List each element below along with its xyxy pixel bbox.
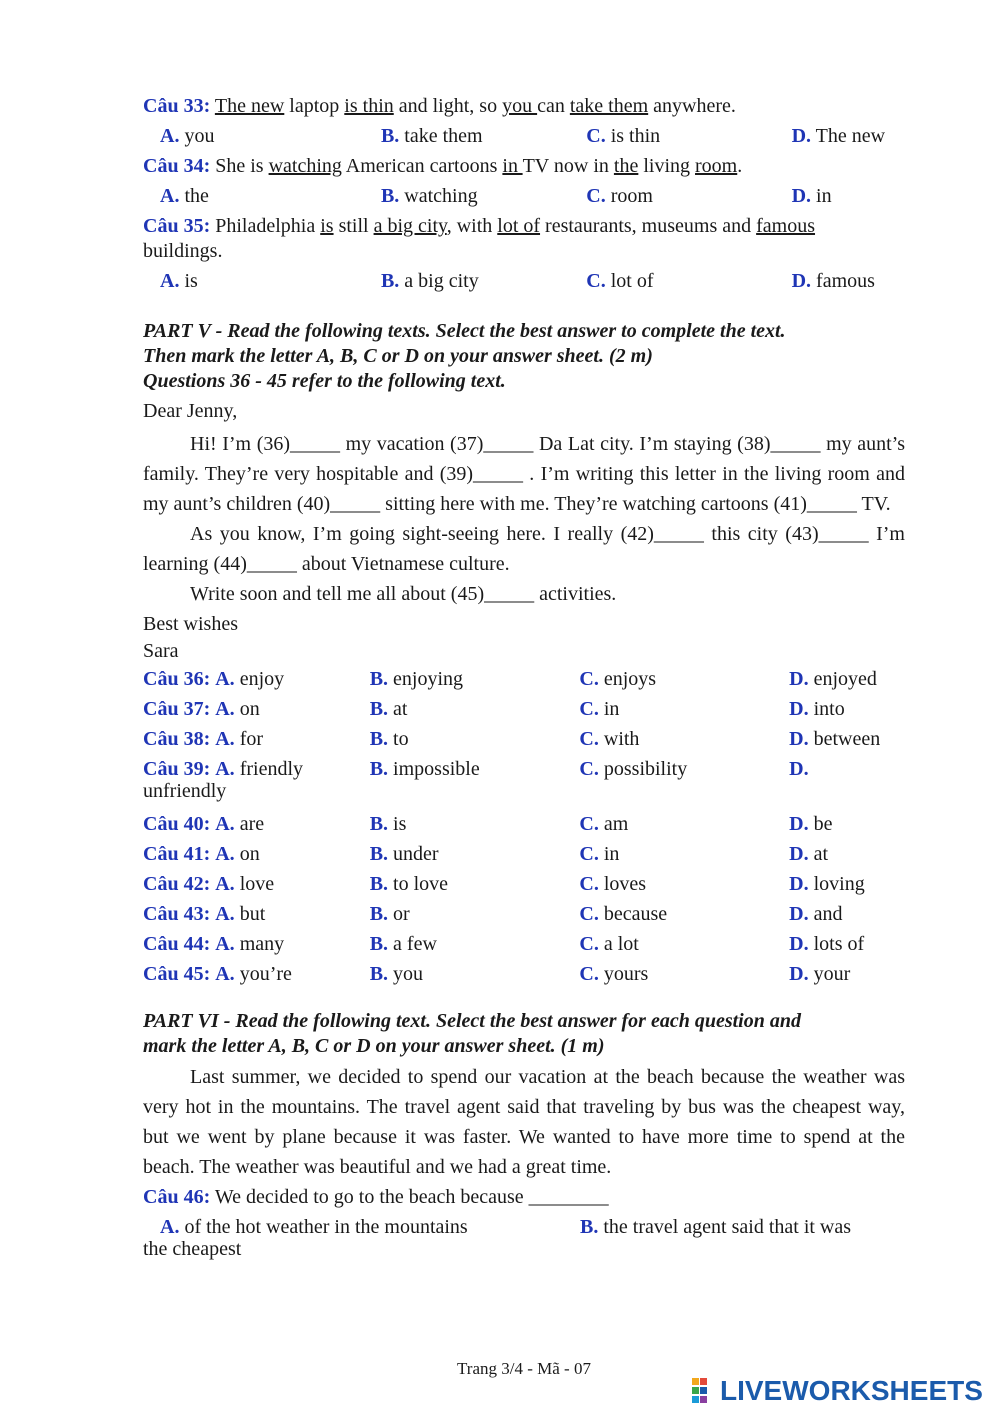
- option-b[interactable]: B. or: [369, 903, 410, 925]
- option-d[interactable]: D. lots of: [789, 933, 865, 955]
- question-label: Câu 33:: [143, 95, 211, 117]
- option-d[interactable]: D. at: [789, 843, 829, 865]
- question-row: [143, 754, 905, 784]
- options-46: [143, 1212, 905, 1242]
- option-c[interactable]: C. a lot: [579, 933, 639, 955]
- option-a[interactable]: A. of the hot weather in the mountains: [160, 1216, 468, 1238]
- option-c[interactable]: C. room: [586, 185, 653, 207]
- option-b[interactable]: B. is: [369, 813, 407, 835]
- option-b[interactable]: B. the travel agent said that it was: [580, 1216, 852, 1238]
- option-b[interactable]: B. under: [369, 843, 439, 865]
- option-d[interactable]: D. between: [789, 728, 881, 750]
- letter-paragraph-1: Hi! I’m (36)_____ my vacation (37)_____ Da Lat city. I’m staying (38)_____ my aunt’s family. They’re very hospitable and (39)_____ . I’m writing this letter in the living room and my aunt’s children (40)_____ sitting here with me. They’re watching cartoons (41)_____ TV.: [143, 433, 905, 515]
- question-text: We decided to go to the beach because ________: [210, 1186, 609, 1208]
- option-c[interactable]: C. is thin: [586, 125, 661, 147]
- option-d[interactable]: D. your: [789, 963, 851, 985]
- options-35: [143, 269, 905, 294]
- option-a[interactable]: Câu 43: A. but: [143, 903, 266, 925]
- option-a[interactable]: A. you: [160, 125, 215, 147]
- options-33: [143, 124, 905, 149]
- underlined-option: room: [695, 155, 738, 177]
- options-34: [143, 184, 905, 209]
- option-a[interactable]: Câu 45: A. you’re: [143, 963, 292, 985]
- question-35: Câu 35: Philadelphia is still a big city, with lot of restaurants, museums and famous: [143, 215, 816, 237]
- option-a[interactable]: Câu 38: A. for: [143, 728, 264, 750]
- option-d[interactable]: D. loving: [789, 873, 865, 895]
- option-d[interactable]: D. The new: [791, 125, 886, 147]
- question-text: can: [537, 95, 570, 117]
- worksheet-page: [143, 94, 905, 1262]
- liveworksheets-logo-icon: [692, 1378, 716, 1404]
- option-b[interactable]: B. a big city: [380, 270, 479, 292]
- underlined-option: lot of: [497, 215, 541, 237]
- part-5-instruction: Then mark the letter A, B, C or D on your answer sheet. (2 m): [143, 345, 653, 367]
- underlined-option: is: [320, 215, 334, 237]
- question-label: Câu 46:: [143, 1186, 211, 1208]
- question-row: [143, 929, 905, 959]
- part-5-questions-note: Questions 36 - 45 refer to the following text.: [143, 370, 506, 392]
- option-a[interactable]: Câu 37: A. on: [143, 698, 260, 720]
- option-c[interactable]: C. possibility: [579, 758, 688, 780]
- option-d[interactable]: D. enjoyed: [789, 668, 877, 690]
- question-row: [143, 664, 905, 694]
- option-c[interactable]: C. because: [579, 903, 668, 925]
- option-a[interactable]: Câu 41: A. on: [143, 843, 260, 865]
- option-b[interactable]: B. watching: [380, 185, 478, 207]
- underlined-option: the: [613, 155, 639, 177]
- question-row: [143, 694, 905, 724]
- option-a[interactable]: Câu 40: A. are: [143, 813, 265, 835]
- option-b-continuation[interactable]: the cheapest: [143, 1238, 242, 1260]
- question-46: [143, 1182, 905, 1212]
- underlined-option: you: [502, 95, 538, 117]
- option-b[interactable]: B. enjoying: [369, 668, 464, 690]
- option-d-continuation[interactable]: unfriendly: [143, 780, 227, 802]
- letter-paragraph-3: Write soon and tell me all about (45)_____ activities.: [190, 583, 617, 605]
- option-d[interactable]: D.: [789, 758, 809, 780]
- question-text: anywhere.: [648, 95, 736, 117]
- option-a[interactable]: A. is: [160, 270, 198, 292]
- option-d[interactable]: D. famous: [791, 270, 875, 292]
- question-list: [143, 664, 905, 989]
- option-a[interactable]: Câu 42: A. love: [143, 873, 275, 895]
- option-c[interactable]: C. with: [579, 728, 640, 750]
- option-c[interactable]: C. in: [579, 843, 620, 865]
- underlined-option: a big city: [373, 215, 447, 237]
- question-label: Câu 34:: [143, 155, 211, 177]
- option-b[interactable]: B. to: [369, 728, 409, 750]
- option-a[interactable]: A. the: [160, 185, 209, 207]
- underlined-option: in: [502, 155, 523, 177]
- option-d[interactable]: D. be: [789, 813, 833, 835]
- option-d[interactable]: D. in: [791, 185, 832, 207]
- part-5-heading: PART V - Read the following texts. Select the best answer to complete the text.: [143, 320, 786, 342]
- question-35-continuation: buildings.: [143, 240, 223, 262]
- option-a[interactable]: Câu 39: A. friendly: [143, 758, 303, 780]
- option-d[interactable]: D. and: [789, 903, 843, 925]
- question-row: [143, 809, 905, 839]
- option-b[interactable]: B. a few: [369, 933, 437, 955]
- question-33: [143, 94, 905, 119]
- underlined-option: watching: [268, 155, 342, 177]
- liveworksheets-logo: [692, 1376, 983, 1406]
- question-row: [143, 959, 905, 989]
- option-b[interactable]: B. take them: [380, 125, 483, 147]
- part-6-heading: PART VI - Read the following text. Select the best answer for each question and: [143, 1010, 801, 1032]
- part-6-instruction: mark the letter A, B, C or D on your answer sheet. (1 m): [143, 1035, 605, 1057]
- option-c[interactable]: C. loves: [579, 873, 647, 895]
- question-row: [143, 839, 905, 869]
- logo-text: LIVEWORKSHEETS: [720, 1375, 983, 1406]
- question-label: Câu 35:: [143, 215, 211, 237]
- question-text: and light, so: [393, 95, 503, 117]
- option-c[interactable]: C. enjoys: [579, 668, 657, 690]
- page-footer: Trang 3/4 - Mã - 07: [457, 1359, 591, 1378]
- option-b[interactable]: B. you: [369, 963, 424, 985]
- question-row: [143, 899, 905, 929]
- option-a[interactable]: Câu 44: A. many: [143, 933, 285, 955]
- question-row: [143, 869, 905, 899]
- question-row: [143, 724, 905, 754]
- letter-signature: Sara: [143, 640, 179, 662]
- underlined-option: take them: [569, 95, 649, 117]
- option-d[interactable]: D. into: [789, 698, 845, 720]
- option-c[interactable]: C. am: [579, 813, 629, 835]
- option-c[interactable]: C. in: [579, 698, 620, 720]
- question-text: laptop: [284, 95, 345, 117]
- question-34: Câu 34: She is watching American cartoons in TV now in the living room.: [143, 155, 743, 177]
- option-b[interactable]: B. at: [369, 698, 408, 720]
- underlined-option: is thin: [344, 95, 394, 117]
- reading-passage: Last summer, we decided to spend our vacation at the beach because the weather was very hot in the mountains. The travel agent said that traveling by bus was the cheapest way, but we went by plane because it was faster. We wanted to have more time to spend at the beach. The weather was beautiful and we had a great time.: [143, 1066, 905, 1178]
- letter-greeting: Dear Jenny,: [143, 400, 238, 422]
- option-a[interactable]: Câu 36: A. enjoy: [143, 668, 285, 690]
- underlined-option: The new: [214, 95, 285, 117]
- option-c[interactable]: C. lot of: [586, 270, 654, 292]
- underlined-option: famous: [756, 215, 816, 237]
- option-c[interactable]: C. yours: [579, 963, 649, 985]
- option-b[interactable]: B. impossible: [369, 758, 480, 780]
- option-b[interactable]: B. to love: [369, 873, 449, 895]
- letter-closing: Best wishes: [143, 613, 238, 635]
- letter-paragraph-2: As you know, I’m going sight-seeing here. I really (42)_____ this city (43)_____ I’m learning (44)_____ about Vietnamese culture.: [143, 523, 905, 575]
